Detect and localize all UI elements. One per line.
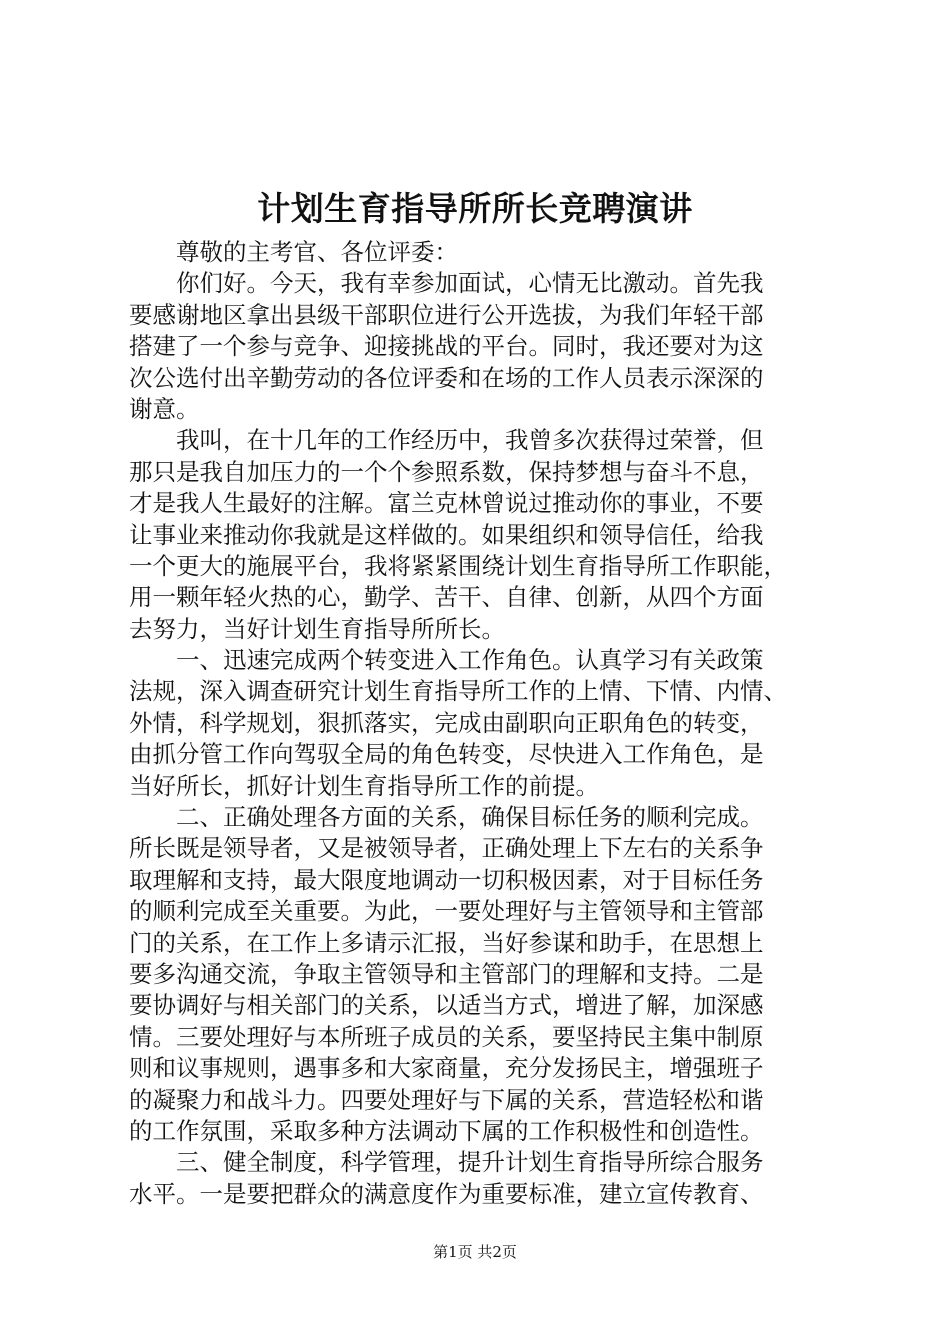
text-line: 用一颗年轻火热的心，勤学、苦干、自律、创新，从四个方面 <box>129 583 764 612</box>
text-line: 则和议事规则，遇事多和大家商量，充分发扬民主，增强班子 <box>129 1054 764 1083</box>
text-line: 尊敬的主考官、各位评委： <box>176 238 458 266</box>
text-line: 二、正确处理各方面的关系，确保目标任务的顺利完成。 <box>176 803 764 832</box>
text-line: 取理解和支持，最大限度地调动一切积极因素，对于目标任务 <box>129 865 764 894</box>
text-line: 当好所长，抓好计划生育指导所工作的前提。 <box>129 771 599 800</box>
text-line: 我叫，在十几年的工作经历中，我曾多次获得过荣誉，但 <box>176 426 764 455</box>
text-line: 那只是我自加压力的一个个参照系数，保持梦想与奋斗不息， <box>129 457 764 486</box>
text-line: 要感谢地区拿出县级干部职位进行公开选拔，为我们年轻干部 <box>129 300 764 329</box>
text-line: 让事业来推动你我就是这样做的。如果组织和领导信任，给我 <box>129 520 764 549</box>
document-title: 计划生育指导所所长竞聘演讲 <box>257 189 693 228</box>
text-line: 次公选付出辛勤劳动的各位评委和在场的工作人员表示深深的 <box>129 363 764 392</box>
text-line: 去努力，当好计划生育指导所所长。 <box>129 614 505 643</box>
text-line: 三、健全制度，科学管理，提升计划生育指导所综合服务 <box>176 1148 764 1177</box>
text-line: 水平。一是要把群众的满意度作为重要标准，建立宣传教育、 <box>129 1179 764 1208</box>
document-body <box>129 237 859 1210</box>
text-line: 一个更大的施展平台，我将紧紧围绕计划生育指导所工作职能， <box>129 551 787 580</box>
text-line: 的工作氛围，采取多种方法调动下属的工作积极性和创造性。 <box>129 1116 764 1145</box>
text-line: 要多沟通交流，争取主管领导和主管部门的理解和支持。二是 <box>129 959 764 988</box>
text-line: 的凝聚力和战斗力。四要处理好与下属的关系，营造轻松和谐 <box>129 1085 764 1114</box>
text-line: 的顺利完成至关重要。为此，一要处理好与主管领导和主管部 <box>129 897 764 926</box>
text-line: 一、迅速完成两个转变进入工作角色。认真学习有关政策 <box>176 646 764 675</box>
page-footer: 第1页 共2页 <box>433 1243 517 1261</box>
text-line: 你们好。今天，我有幸参加面试，心情无比激动。首先我 <box>176 269 764 298</box>
text-line: 搭建了一个参与竞争、迎接挑战的平台。同时，我还要对为这 <box>129 332 764 361</box>
text-line: 由抓分管工作向驾驭全局的角色转变，尽快进入工作角色，是 <box>129 740 764 769</box>
text-line: 才是我人生最好的注解。富兰克林曾说过推动你的事业，不要 <box>129 489 764 518</box>
text-line: 要协调好与相关部门的关系，以适当方式，增进了解，加深感 <box>129 991 764 1020</box>
text-line: 门的关系，在工作上多请示汇报，当好参谋和助手，在思想上 <box>129 928 764 957</box>
text-line: 谢意。 <box>129 394 200 423</box>
text-line: 法规，深入调查研究计划生育指导所工作的上情、下情、内情、 <box>129 677 787 706</box>
text-line: 情。三要处理好与本所班子成员的关系，要坚持民主集中制原 <box>129 1022 764 1051</box>
text-line: 所长既是领导者，又是被领导者，正确处理上下左右的关系争 <box>129 834 764 863</box>
text-line: 外情，科学规划，狠抓落实，完成由副职向正职角色的转变， <box>129 708 764 737</box>
